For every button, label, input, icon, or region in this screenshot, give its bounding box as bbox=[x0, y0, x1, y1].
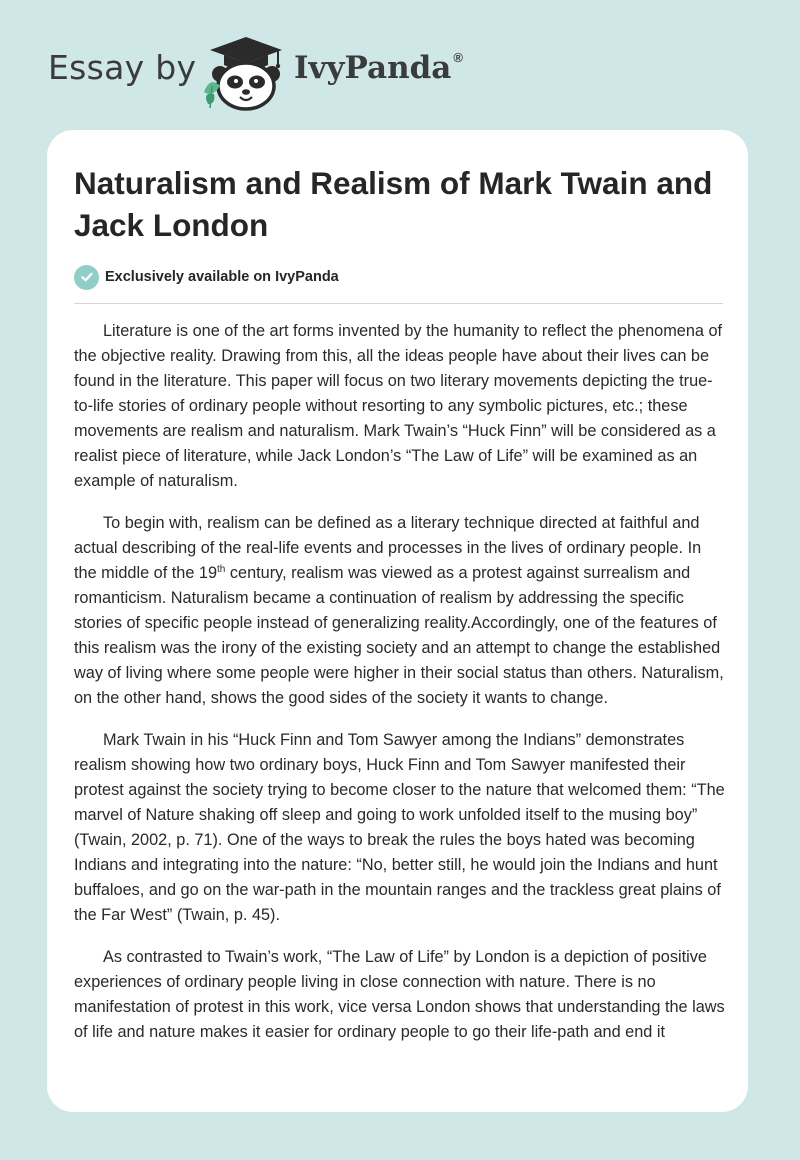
registered-mark: ® bbox=[453, 50, 463, 65]
divider bbox=[74, 303, 723, 304]
exclusive-badge bbox=[74, 264, 339, 290]
panda-logo-icon[interactable] bbox=[198, 34, 294, 112]
paragraph-2-start: To begin with, realism can be defined as a literary technique directed at faithful and actual describing of the real-life events and processes in the lives of ordinary people. In the middle of the 19 bbox=[74, 514, 702, 582]
paragraph-1: Literature is one of the art forms invented by the humanity to reflect the phenomena of the objective reality. Drawing from this, all the ideas people have about their lives can be found in the literature. This paper will focus on two literary movements depicting the true-to-life stories of ordinary people without resorting to any symbolic pictures, etc.; these movements are realism and naturalism. Mark Twain’s “Huck Finn” will be considered as a realist piece of literature, while Jack London’s “The Law of Life” will be examined as an example of naturalism. bbox=[74, 322, 723, 490]
check-icon bbox=[74, 265, 99, 290]
paragraph-2 bbox=[74, 511, 726, 711]
paragraph-3: Mark Twain in his “Huck Finn and Tom Sawyer among the Indians” demonstrates realism showing how two ordinary boys, Huck Finn and Tom Sawyer manifested their protest against the society trying to become closer to the nature that welcomed them: “The marvel of Nature shaking off sleep and going to work unfolded itself to the musing boy” (Twain, 2002, p. 71). One of the ways to break the rules the boys hated was becoming Indians and integrating into the nature: “No, better still, he would join the Indians and hunt buffaloes, and go on the war-path in the mountain ranges and the trackless great plains of the Far West” (Twain, p. 45). bbox=[74, 731, 725, 924]
paragraph-4: As contrasted to Twain’s work, “The Law of Life” by London is a depiction of positive experiences of ordinary people living in close connection with nature. There is no manifestation of protest in this work, vice versa London shows that understanding the laws of life and nature makes it easier for ordinary people to go their life-path and end it bbox=[74, 948, 725, 1041]
essay-body bbox=[74, 319, 726, 1062]
page-title: Naturalism and Realism of Mark Twain and Jack London bbox=[74, 165, 713, 243]
brand-name[interactable] bbox=[294, 50, 463, 86]
badge-label: Exclusively available on IvyPanda bbox=[105, 269, 339, 285]
paragraph-2-end: century, realism was viewed as a protest against surrealism and romanticism. Naturalism became a continuation of realism by addressing the specific stories of specific people instead of generalizing reality.Accordingly, one of the features of this realism was the irony of the existing society and an attempt to change the established way of living where some people were higher in their social status than others. Naturalism, on the other hand, shows the good sides of the society it wants to change. bbox=[74, 564, 724, 707]
essay-card bbox=[47, 130, 748, 1112]
site-header bbox=[0, 0, 800, 130]
ordinal-suffix: th bbox=[217, 564, 226, 575]
essay-by-label: Essay by bbox=[48, 48, 197, 87]
brand-text: IvyPanda bbox=[294, 50, 452, 86]
